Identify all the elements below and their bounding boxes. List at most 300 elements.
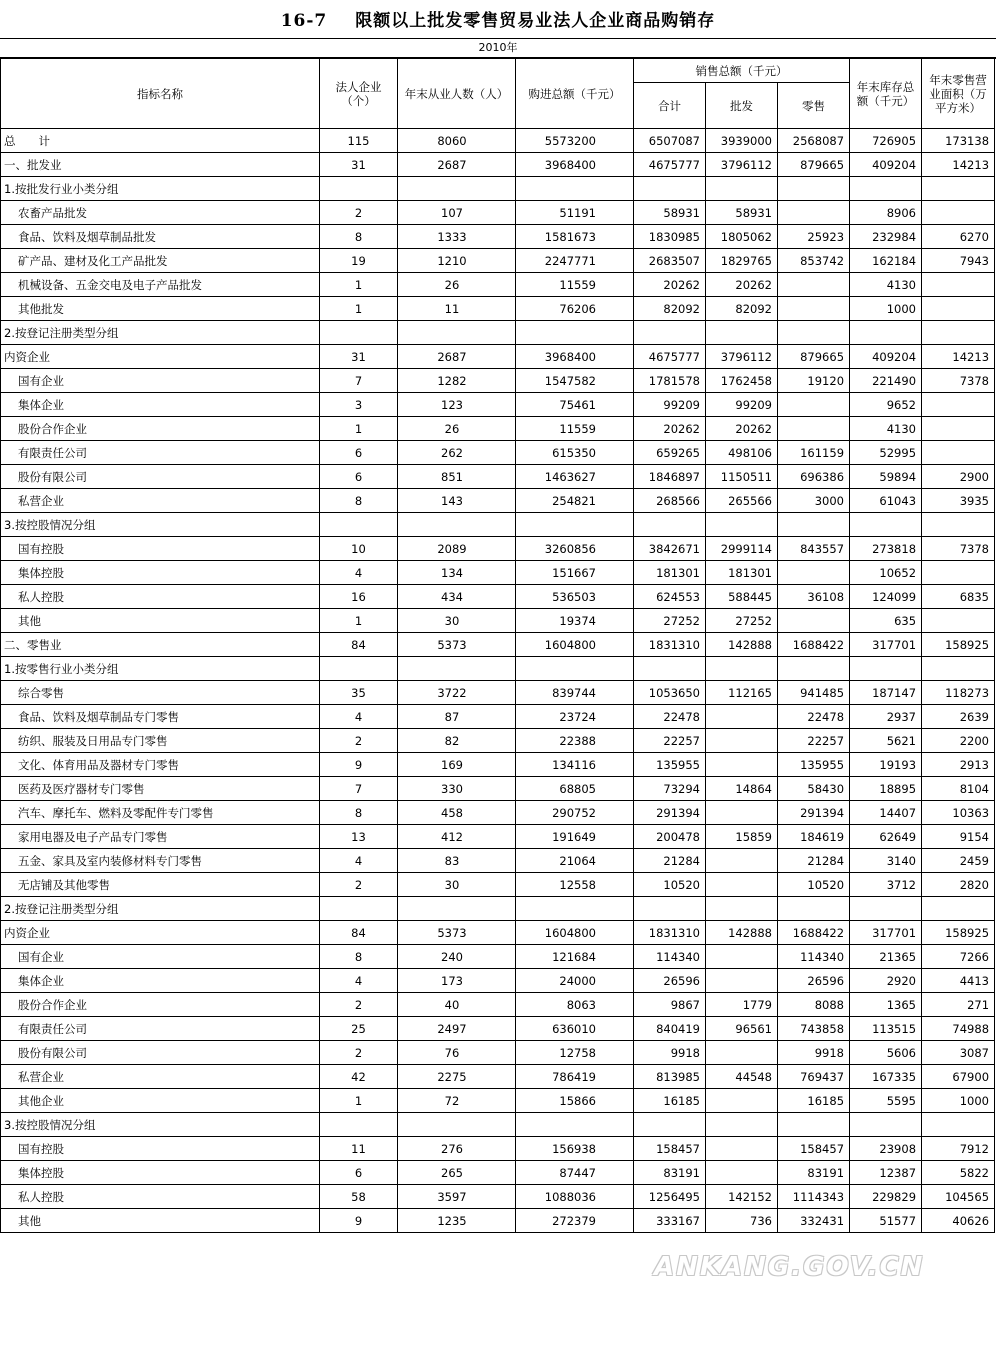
cell-retail-area: 2913 [922,753,995,777]
row-label: 其他 [1,609,320,633]
cell-sales-wholesale [706,897,778,921]
row-label: 私人控股 [1,1185,320,1209]
cell-employees: 2687 [398,153,516,177]
cell-sales-retail [778,561,850,585]
cell-sales-wholesale: 2999114 [706,537,778,561]
cell-inventory: 51577 [850,1209,922,1233]
cell-sales-total: 1781578 [634,369,706,393]
table-row [1,1209,995,1233]
cell-sales-total: 4675777 [634,345,706,369]
cell-employees: 262 [398,441,516,465]
cell-retail-area [922,273,995,297]
row-label: 1.按零售行业小类分组 [1,657,320,681]
cell-purchases: 11559 [516,273,634,297]
cell-firms: 58 [320,1185,398,1209]
cell-sales-retail: 22478 [778,705,850,729]
cell-sales-total [634,321,706,345]
cell-sales-retail: 10520 [778,873,850,897]
row-label: 集体控股 [1,561,320,585]
cell-sales-total: 268566 [634,489,706,513]
cell-sales-total: 135955 [634,753,706,777]
cell-retail-area: 2900 [922,465,995,489]
row-label: 纺织、服装及日用品专门零售 [1,729,320,753]
header-purchases: 购进总额（千元） [516,59,634,129]
cell-inventory: 19193 [850,753,922,777]
cell-employees: 851 [398,465,516,489]
cell-sales-wholesale: 1762458 [706,369,778,393]
cell-sales-total: 58931 [634,201,706,225]
row-label: 其他 [1,1209,320,1233]
cell-inventory: 1000 [850,297,922,321]
cell-purchases: 12758 [516,1041,634,1065]
cell-sales-total: 20262 [634,273,706,297]
row-label: 综合零售 [1,681,320,705]
cell-inventory: 409204 [850,153,922,177]
cell-firms: 2 [320,1041,398,1065]
cell-purchases: 51191 [516,201,634,225]
row-label: 汽车、摩托车、燃料及零配件专门零售 [1,801,320,825]
cell-employees: 82 [398,729,516,753]
cell-retail-area: 118273 [922,681,995,705]
cell-retail-area [922,417,995,441]
cell-sales-total: 20262 [634,417,706,441]
row-label: 有限责任公司 [1,1017,320,1041]
cell-employees [398,1113,516,1137]
cell-firms: 9 [320,753,398,777]
cell-sales-total: 624553 [634,585,706,609]
cell-retail-area: 1000 [922,1089,995,1113]
cell-sales-wholesale [706,177,778,201]
cell-firms: 1 [320,1089,398,1113]
cell-sales-total: 200478 [634,825,706,849]
cell-firms: 1 [320,609,398,633]
cell-inventory: 23908 [850,1137,922,1161]
row-label: 国有控股 [1,1137,320,1161]
cell-sales-retail [778,321,850,345]
cell-purchases [516,657,634,681]
cell-sales-wholesale: 99209 [706,393,778,417]
cell-sales-wholesale: 1779 [706,993,778,1017]
cell-retail-area: 9154 [922,825,995,849]
cell-firms: 8 [320,945,398,969]
cell-sales-total: 1256495 [634,1185,706,1209]
row-label: 医药及医疗器材专门零售 [1,777,320,801]
row-label: 2.按登记注册类型分组 [1,897,320,921]
cell-employees: 134 [398,561,516,585]
cell-sales-total: 27252 [634,609,706,633]
table-row [1,1041,995,1065]
row-label: 食品、饮料及烟草制品批发 [1,225,320,249]
row-label: 内资企业 [1,345,320,369]
cell-sales-retail: 941485 [778,681,850,705]
cell-purchases: 1547582 [516,369,634,393]
cell-retail-area: 2639 [922,705,995,729]
cell-employees: 30 [398,609,516,633]
table-row [1,849,995,873]
cell-inventory: 21365 [850,945,922,969]
cell-employees: 1282 [398,369,516,393]
cell-inventory [850,657,922,681]
cell-inventory: 273818 [850,537,922,561]
cell-firms: 84 [320,921,398,945]
table-row [1,897,995,921]
row-label: 文化、体育用品及器材专门零售 [1,753,320,777]
cell-sales-retail [778,1113,850,1137]
cell-firms: 7 [320,777,398,801]
header-employees: 年末从业人数（人） [398,59,516,129]
cell-sales-retail: 291394 [778,801,850,825]
cell-employees: 26 [398,273,516,297]
cell-purchases: 536503 [516,585,634,609]
cell-sales-total [634,177,706,201]
cell-purchases: 272379 [516,1209,634,1233]
cell-inventory: 162184 [850,249,922,273]
cell-purchases: 151667 [516,561,634,585]
table-row [1,681,995,705]
cell-employees: 169 [398,753,516,777]
cell-retail-area: 4413 [922,969,995,993]
cell-sales-retail: 135955 [778,753,850,777]
cell-sales-total: 659265 [634,441,706,465]
cell-sales-total: 82092 [634,297,706,321]
cell-sales-wholesale [706,753,778,777]
table-row [1,489,995,513]
cell-sales-retail: 8088 [778,993,850,1017]
row-label: 股份合作企业 [1,417,320,441]
cell-sales-wholesale [706,801,778,825]
cell-sales-retail: 25923 [778,225,850,249]
cell-sales-wholesale [706,513,778,537]
cell-sales-total: 181301 [634,561,706,585]
cell-purchases: 1088036 [516,1185,634,1209]
cell-sales-retail: 184619 [778,825,850,849]
cell-employees: 412 [398,825,516,849]
cell-inventory: 59894 [850,465,922,489]
cell-sales-wholesale: 142888 [706,921,778,945]
cell-employees [398,513,516,537]
cell-sales-wholesale: 14864 [706,777,778,801]
row-label: 1.按批发行业小类分组 [1,177,320,201]
row-label: 有限责任公司 [1,441,320,465]
cell-sales-total: 6507087 [634,129,706,153]
cell-firms: 16 [320,585,398,609]
cell-sales-wholesale: 498106 [706,441,778,465]
cell-purchases: 3260856 [516,537,634,561]
row-label: 股份有限公司 [1,1041,320,1065]
table-row [1,609,995,633]
cell-sales-wholesale [706,1089,778,1113]
cell-firms: 2 [320,201,398,225]
cell-employees: 240 [398,945,516,969]
cell-employees [398,177,516,201]
row-label: 3.按控股情况分组 [1,1113,320,1137]
row-label: 内资企业 [1,921,320,945]
cell-retail-area [922,201,995,225]
cell-sales-total [634,513,706,537]
cell-purchases [516,1113,634,1137]
cell-firms: 13 [320,825,398,849]
cell-retail-area: 14213 [922,153,995,177]
cell-sales-wholesale [706,1041,778,1065]
cell-sales-retail: 158457 [778,1137,850,1161]
cell-purchases: 1604800 [516,633,634,657]
row-label: 集体企业 [1,393,320,417]
row-label: 3.按控股情况分组 [1,513,320,537]
cell-sales-retail: 83191 [778,1161,850,1185]
cell-sales-retail: 3000 [778,489,850,513]
row-label: 食品、饮料及烟草制品专门零售 [1,705,320,729]
row-label: 私营企业 [1,489,320,513]
cell-retail-area: 3935 [922,489,995,513]
cell-retail-area: 67900 [922,1065,995,1089]
cell-sales-total: 1830985 [634,225,706,249]
cell-sales-total: 813985 [634,1065,706,1089]
table-row [1,297,995,321]
cell-purchases: 68805 [516,777,634,801]
cell-inventory: 12387 [850,1161,922,1185]
cell-firms: 6 [320,1161,398,1185]
cell-employees: 76 [398,1041,516,1065]
table-row [1,1065,995,1089]
table-row [1,633,995,657]
row-label: 国有企业 [1,945,320,969]
cell-sales-wholesale: 142888 [706,633,778,657]
cell-inventory [850,897,922,921]
cell-firms: 4 [320,561,398,585]
cell-retail-area: 6835 [922,585,995,609]
cell-inventory: 52995 [850,441,922,465]
table-row [1,993,995,1017]
cell-purchases: 11559 [516,417,634,441]
row-label: 2.按登记注册类型分组 [1,321,320,345]
cell-firms: 11 [320,1137,398,1161]
cell-firms: 115 [320,129,398,153]
cell-purchases: 21064 [516,849,634,873]
cell-sales-retail [778,273,850,297]
cell-purchases: 75461 [516,393,634,417]
cell-sales-total: 26596 [634,969,706,993]
cell-retail-area [922,897,995,921]
cell-firms: 8 [320,801,398,825]
cell-sales-wholesale: 27252 [706,609,778,633]
cell-sales-wholesale: 20262 [706,417,778,441]
cell-employees: 1210 [398,249,516,273]
cell-sales-retail: 743858 [778,1017,850,1041]
table-row [1,873,995,897]
cell-sales-wholesale: 3796112 [706,153,778,177]
cell-inventory: 18895 [850,777,922,801]
cell-sales-wholesale: 1150511 [706,465,778,489]
cell-sales-total: 114340 [634,945,706,969]
row-label: 无店铺及其他零售 [1,873,320,897]
header-sales-retail: 零售 [778,83,850,129]
cell-sales-total: 9867 [634,993,706,1017]
cell-inventory: 9652 [850,393,922,417]
cell-sales-wholesale [706,729,778,753]
cell-retail-area: 7378 [922,369,995,393]
table-row [1,969,995,993]
cell-sales-total: 2683507 [634,249,706,273]
cell-sales-total: 22257 [634,729,706,753]
cell-retail-area: 7266 [922,945,995,969]
cell-retail-area [922,393,995,417]
cell-inventory [850,1113,922,1137]
table-row [1,153,995,177]
cell-sales-retail [778,609,850,633]
statistics-table [0,58,995,1233]
table-row [1,1137,995,1161]
cell-sales-retail: 16185 [778,1089,850,1113]
cell-purchases: 2247771 [516,249,634,273]
cell-sales-total: 1831310 [634,633,706,657]
cell-sales-retail: 1688422 [778,921,850,945]
table-row [1,657,995,681]
cell-employees: 434 [398,585,516,609]
cell-retail-area: 8104 [922,777,995,801]
cell-inventory: 3712 [850,873,922,897]
row-label: 其他批发 [1,297,320,321]
cell-firms: 8 [320,225,398,249]
cell-sales-retail: 2568087 [778,129,850,153]
table-row [1,1113,995,1137]
table-row [1,513,995,537]
cell-purchases: 5573200 [516,129,634,153]
cell-sales-wholesale: 736 [706,1209,778,1233]
cell-sales-total: 1846897 [634,465,706,489]
row-label: 总 计 [1,129,320,153]
cell-purchases: 636010 [516,1017,634,1041]
cell-sales-total: 840419 [634,1017,706,1041]
cell-employees: 8060 [398,129,516,153]
row-label: 私人控股 [1,585,320,609]
cell-sales-total: 158457 [634,1137,706,1161]
cell-retail-area: 6270 [922,225,995,249]
cell-purchases: 1581673 [516,225,634,249]
cell-retail-area: 2459 [922,849,995,873]
cell-retail-area: 40626 [922,1209,995,1233]
cell-sales-wholesale [706,1137,778,1161]
cell-sales-retail: 114340 [778,945,850,969]
cell-firms [320,897,398,921]
cell-inventory: 5621 [850,729,922,753]
cell-inventory [850,321,922,345]
cell-purchases [516,897,634,921]
cell-retail-area [922,177,995,201]
cell-firms: 1 [320,417,398,441]
cell-firms: 4 [320,705,398,729]
cell-retail-area [922,321,995,345]
cell-inventory: 10652 [850,561,922,585]
cell-firms: 3 [320,393,398,417]
cell-sales-total: 16185 [634,1089,706,1113]
cell-sales-wholesale [706,849,778,873]
cell-employees: 123 [398,393,516,417]
cell-employees: 11 [398,297,516,321]
cell-retail-area: 14213 [922,345,995,369]
cell-inventory [850,513,922,537]
cell-sales-retail [778,297,850,321]
cell-inventory: 229829 [850,1185,922,1209]
cell-purchases: 134116 [516,753,634,777]
table-body [1,129,995,1233]
cell-retail-area [922,1113,995,1137]
cell-sales-total: 83191 [634,1161,706,1185]
header-name: 指标名称 [1,59,320,129]
cell-retail-area: 74988 [922,1017,995,1041]
table-row [1,177,995,201]
page-title [0,6,996,31]
header-firms: 法人企业（个） [320,59,398,129]
cell-inventory: 2937 [850,705,922,729]
header-retail-area: 年末零售营业面积（万平方米） [922,59,995,129]
table-row [1,729,995,753]
cell-firms [320,513,398,537]
cell-inventory: 124099 [850,585,922,609]
header-sales-wholesale: 批发 [706,83,778,129]
cell-sales-total: 291394 [634,801,706,825]
cell-sales-retail: 1688422 [778,633,850,657]
cell-sales-retail: 9918 [778,1041,850,1065]
table-row [1,441,995,465]
table-row [1,777,995,801]
table-row [1,417,995,441]
cell-firms: 25 [320,1017,398,1041]
cell-retail-area: 5822 [922,1161,995,1185]
cell-purchases: 254821 [516,489,634,513]
cell-retail-area: 10363 [922,801,995,825]
cell-inventory: 167335 [850,1065,922,1089]
cell-sales-total: 3842671 [634,537,706,561]
table-row [1,561,995,585]
cell-sales-wholesale: 96561 [706,1017,778,1041]
cell-purchases: 23724 [516,705,634,729]
cell-purchases: 121684 [516,945,634,969]
cell-sales-total: 9918 [634,1041,706,1065]
cell-employees: 30 [398,873,516,897]
cell-inventory: 187147 [850,681,922,705]
cell-firms: 19 [320,249,398,273]
cell-sales-total: 21284 [634,849,706,873]
year-label: 2010年 [0,38,996,59]
cell-retail-area [922,657,995,681]
cell-retail-area: 158925 [922,921,995,945]
cell-sales-wholesale: 82092 [706,297,778,321]
cell-firms: 35 [320,681,398,705]
cell-retail-area: 271 [922,993,995,1017]
cell-firms: 6 [320,441,398,465]
cell-sales-wholesale: 44548 [706,1065,778,1089]
table-row [1,825,995,849]
cell-inventory: 409204 [850,345,922,369]
cell-sales-wholesale [706,945,778,969]
cell-employees: 5373 [398,633,516,657]
table-row [1,321,995,345]
cell-sales-total: 22478 [634,705,706,729]
cell-sales-wholesale: 15859 [706,825,778,849]
watermark: ANKANG.GOV.CN [654,1252,925,1282]
table-row [1,921,995,945]
cell-sales-retail: 879665 [778,153,850,177]
cell-employees: 107 [398,201,516,225]
cell-retail-area: 2200 [922,729,995,753]
cell-firms [320,177,398,201]
row-label: 股份合作企业 [1,993,320,1017]
cell-sales-retail: 1114343 [778,1185,850,1209]
cell-sales-wholesale: 20262 [706,273,778,297]
cell-firms: 10 [320,537,398,561]
table-row [1,1089,995,1113]
table-row [1,945,995,969]
